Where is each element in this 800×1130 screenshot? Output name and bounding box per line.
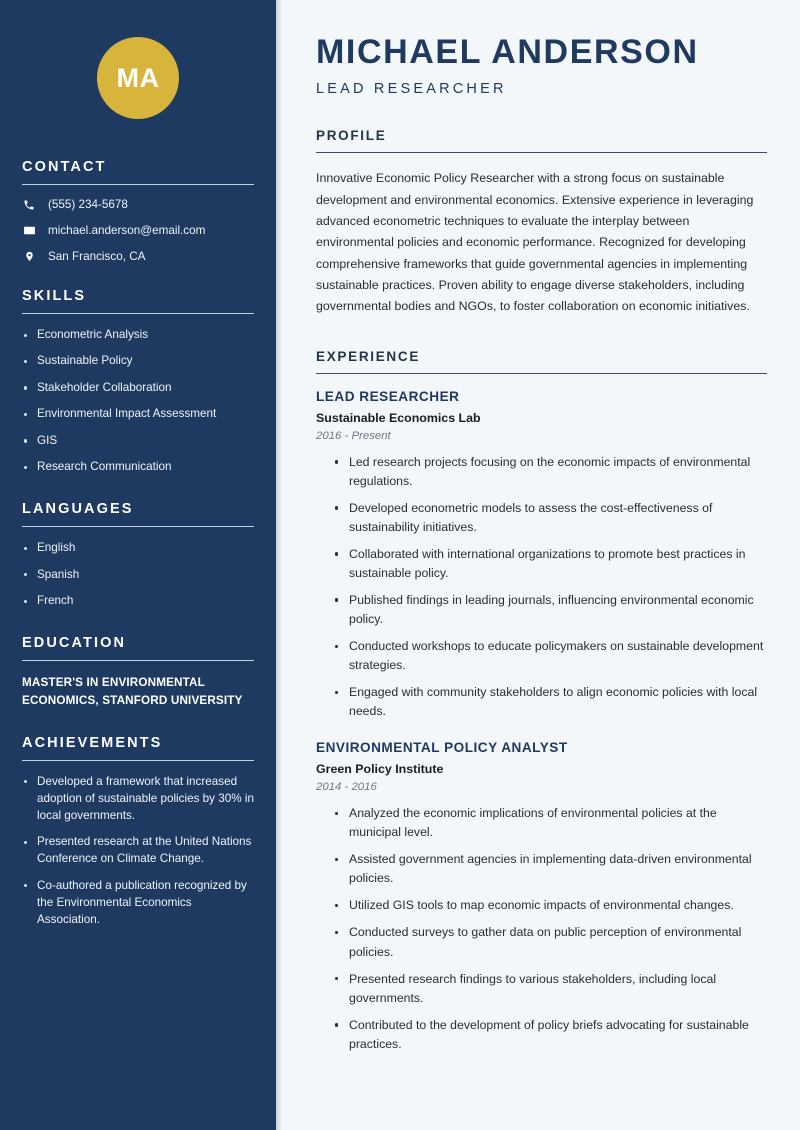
sidebar-section-education [22, 635, 254, 710]
sidebar-heading-achievements: ACHIEVEMENTS [22, 734, 163, 751]
list-item: Conducted workshops to educate policymakers on sustainable development strategies. [334, 637, 767, 675]
main-heading-profile: PROFILE [316, 128, 387, 144]
sidebar-section-skills [22, 288, 254, 476]
list-item: Published findings in leading journals, influencing environmental economic policy. [334, 591, 767, 629]
main-heading-experience: EXPERIENCE [316, 348, 421, 364]
list-item: Conducted surveys to gather data on public perception of environmental policies. [334, 923, 767, 961]
divider [22, 184, 254, 185]
sidebar-section-contact [22, 159, 254, 263]
section-experience [316, 349, 767, 1054]
sidebar-heading-education: EDUCATION [22, 635, 127, 652]
list-item: Econometric Analysis [22, 327, 254, 344]
experience-item [316, 389, 767, 722]
sidebar-section-achievements [22, 735, 254, 929]
list-item: Utilized GIS tools to map economic impacts of environmental changes. [334, 896, 767, 915]
main-content [276, 0, 800, 1130]
list-item: Led research projects focusing on the economic impacts of environmental regulations. [334, 453, 767, 491]
education-item: MASTER'S IN ENVIRONMENTAL ECONOMICS, STANFORD UNIVERSITY [22, 676, 243, 707]
experience-dates: 2014 - 2016 [316, 781, 377, 794]
contact-row-location[interactable] [22, 250, 254, 263]
list-item: Sustainable Policy [22, 353, 254, 370]
sidebar-heading-skills: SKILLS [22, 288, 87, 304]
experience-bullets [316, 453, 767, 722]
divider [316, 152, 767, 153]
phone-icon [22, 199, 36, 211]
experience-company: Sustainable Economics Lab [316, 410, 481, 425]
list-item: Environmental Impact Assessment [22, 406, 254, 423]
contact-value-email: michael.anderson@email.com [48, 224, 206, 237]
page-title: MICHAEL ANDERSON [316, 33, 699, 71]
list-item: Assisted government agencies in implementing data-driven environmental policies. [334, 850, 767, 888]
contact-value-location: San Francisco, CA [48, 250, 146, 263]
experience-company: Green Policy Institute [316, 762, 444, 777]
experience-item [316, 740, 767, 1054]
list-item: Research Communication [22, 459, 254, 476]
list-item: English [22, 540, 254, 557]
experience-title: ENVIRONMENTAL POLICY ANALYST [316, 740, 568, 756]
divider [22, 526, 254, 527]
experience-bullets [316, 804, 767, 1054]
divider [22, 760, 254, 761]
list-item: Co-authored a publication recognized by the Environmental Economics Association. [22, 878, 254, 929]
list-item: Engaged with community stakeholders to align economic policies with local needs. [334, 683, 767, 721]
list-item: French [22, 593, 254, 610]
list-item: Analyzed the economic implications of environmental policies at the municipal level. [334, 804, 767, 842]
job-title-subtitle: LEAD RESEARCHER [316, 81, 507, 98]
list-item: Developed econometric models to assess the cost-effectiveness of sustainability initiatives. [334, 499, 767, 537]
list-item: GIS [22, 433, 254, 450]
list-item: Collaborated with international organizations to promote best practices in sustainable policy. [334, 545, 767, 583]
divider [316, 373, 767, 374]
sidebar-heading-languages: LANGUAGES [22, 501, 134, 518]
contact-row-email[interactable] [22, 224, 254, 237]
map-pin-icon [22, 250, 36, 263]
contact-row-phone[interactable] [22, 198, 254, 211]
list-item: Presented research findings to various stakeholders, including local governments. [334, 970, 767, 1008]
profile-text: Innovative Economic Policy Researcher with a strong focus on sustainable development and environmental economics. Extensive experience in leveraging advanced econometric techniques to evaluate the interplay between environmental policies and economic performance. Recognized for developing comprehensive frameworks that guide governmental agencies in implementing sustainable practices. Proven ability to engage diverse stakeholders, including governmental bodies and NGOs, to foster collaboration on economic initiatives. [316, 171, 754, 314]
experience-title: LEAD RESEARCHER [316, 388, 460, 404]
section-profile [316, 128, 767, 317]
sidebar [0, 0, 276, 1130]
languages-list [22, 540, 254, 610]
sidebar-section-languages [22, 501, 254, 610]
list-item: Developed a framework that increased adoption of sustainable policies by 30% in local governments. [22, 774, 254, 825]
envelope-icon [22, 224, 36, 237]
list-item: Contributed to the development of policy briefs advocating for sustainable practices. [334, 1016, 767, 1054]
avatar: MA [97, 37, 179, 119]
achievements-list [22, 774, 254, 929]
avatar-container [22, 0, 254, 159]
divider [22, 660, 254, 661]
list-item: Spanish [22, 567, 254, 584]
skills-list [22, 327, 254, 476]
list-item: Stakeholder Collaboration [22, 380, 254, 397]
divider [22, 313, 254, 314]
sidebar-heading-contact: CONTACT [22, 159, 107, 175]
contact-value-phone: (555) 234-5678 [48, 198, 128, 211]
experience-dates: 2016 - Present [316, 429, 391, 442]
list-item: Presented research at the United Nations Conference on Climate Change. [22, 834, 254, 868]
